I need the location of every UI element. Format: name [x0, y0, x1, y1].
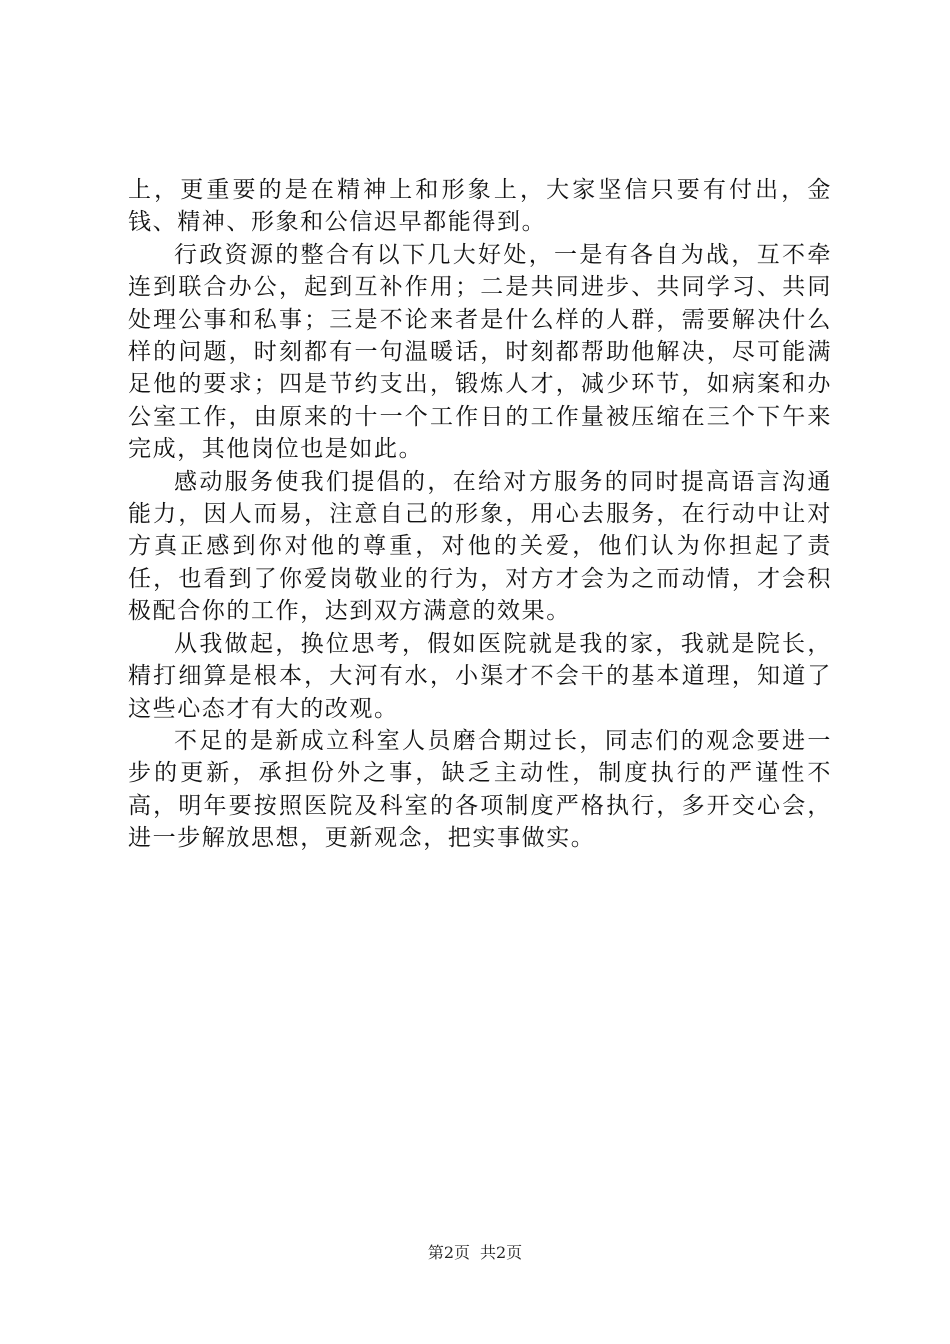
page-total: 共2页	[480, 1243, 523, 1262]
paragraph-resource-integration: 行政资源的整合有以下几大好处，一是有各自为战，互不牵连到联合办公，起到互补作用；二是共同进步、共同学习、共同处理公事和私事；三是不论来者是什么样的人群，需要解决什么样的问题，时刻都有一句温暖话，时刻都帮助他解决，尽可能满足他的要求；四是节约支出，锻炼人才，减少环节，如病案和办公室工作，由原来的十一个工作日的工作量被压缩在三个下午来完成，其他岗位也是如此。	[128, 241, 832, 463]
paragraph-start-from-me: 从我做起，换位思考，假如医院就是我的家，我就是院长，精打细算是根本，大河有水，小渠才不会干的基本道理，知道了这些心态才有大的改观。	[128, 630, 832, 722]
page-footer	[0, 1243, 950, 1263]
document-body	[128, 174, 832, 855]
paragraph-continuation: 上，更重要的是在精神上和形象上，大家坚信只要有付出，金钱、精神、形象和公信迟早都能得到。	[128, 177, 832, 236]
page-number: 第2页	[427, 1243, 470, 1262]
paragraph-touching-service: 感动服务使我们提倡的，在给对方服务的同时提高语言沟通能力，因人而易，注意自己的形象，用心去服务，在行动中让对方真正感到你对他的尊重，对他的关爱，他们认为你担起了责任，也看到了你爱岗敬业的行为，对方才会为之而动情，才会积极配合你的工作，达到双方满意的效果。	[128, 468, 832, 625]
paragraph-shortcomings: 不足的是新成立科室人员磨合期过长，同志们的观念要进一步的更新，承担份外之事，缺乏主动性，制度执行的严谨性不高，明年要按照医院及科室的各项制度严格执行，多开交心会，进一步解放思想，更新观念，把实事做实。	[128, 727, 832, 852]
